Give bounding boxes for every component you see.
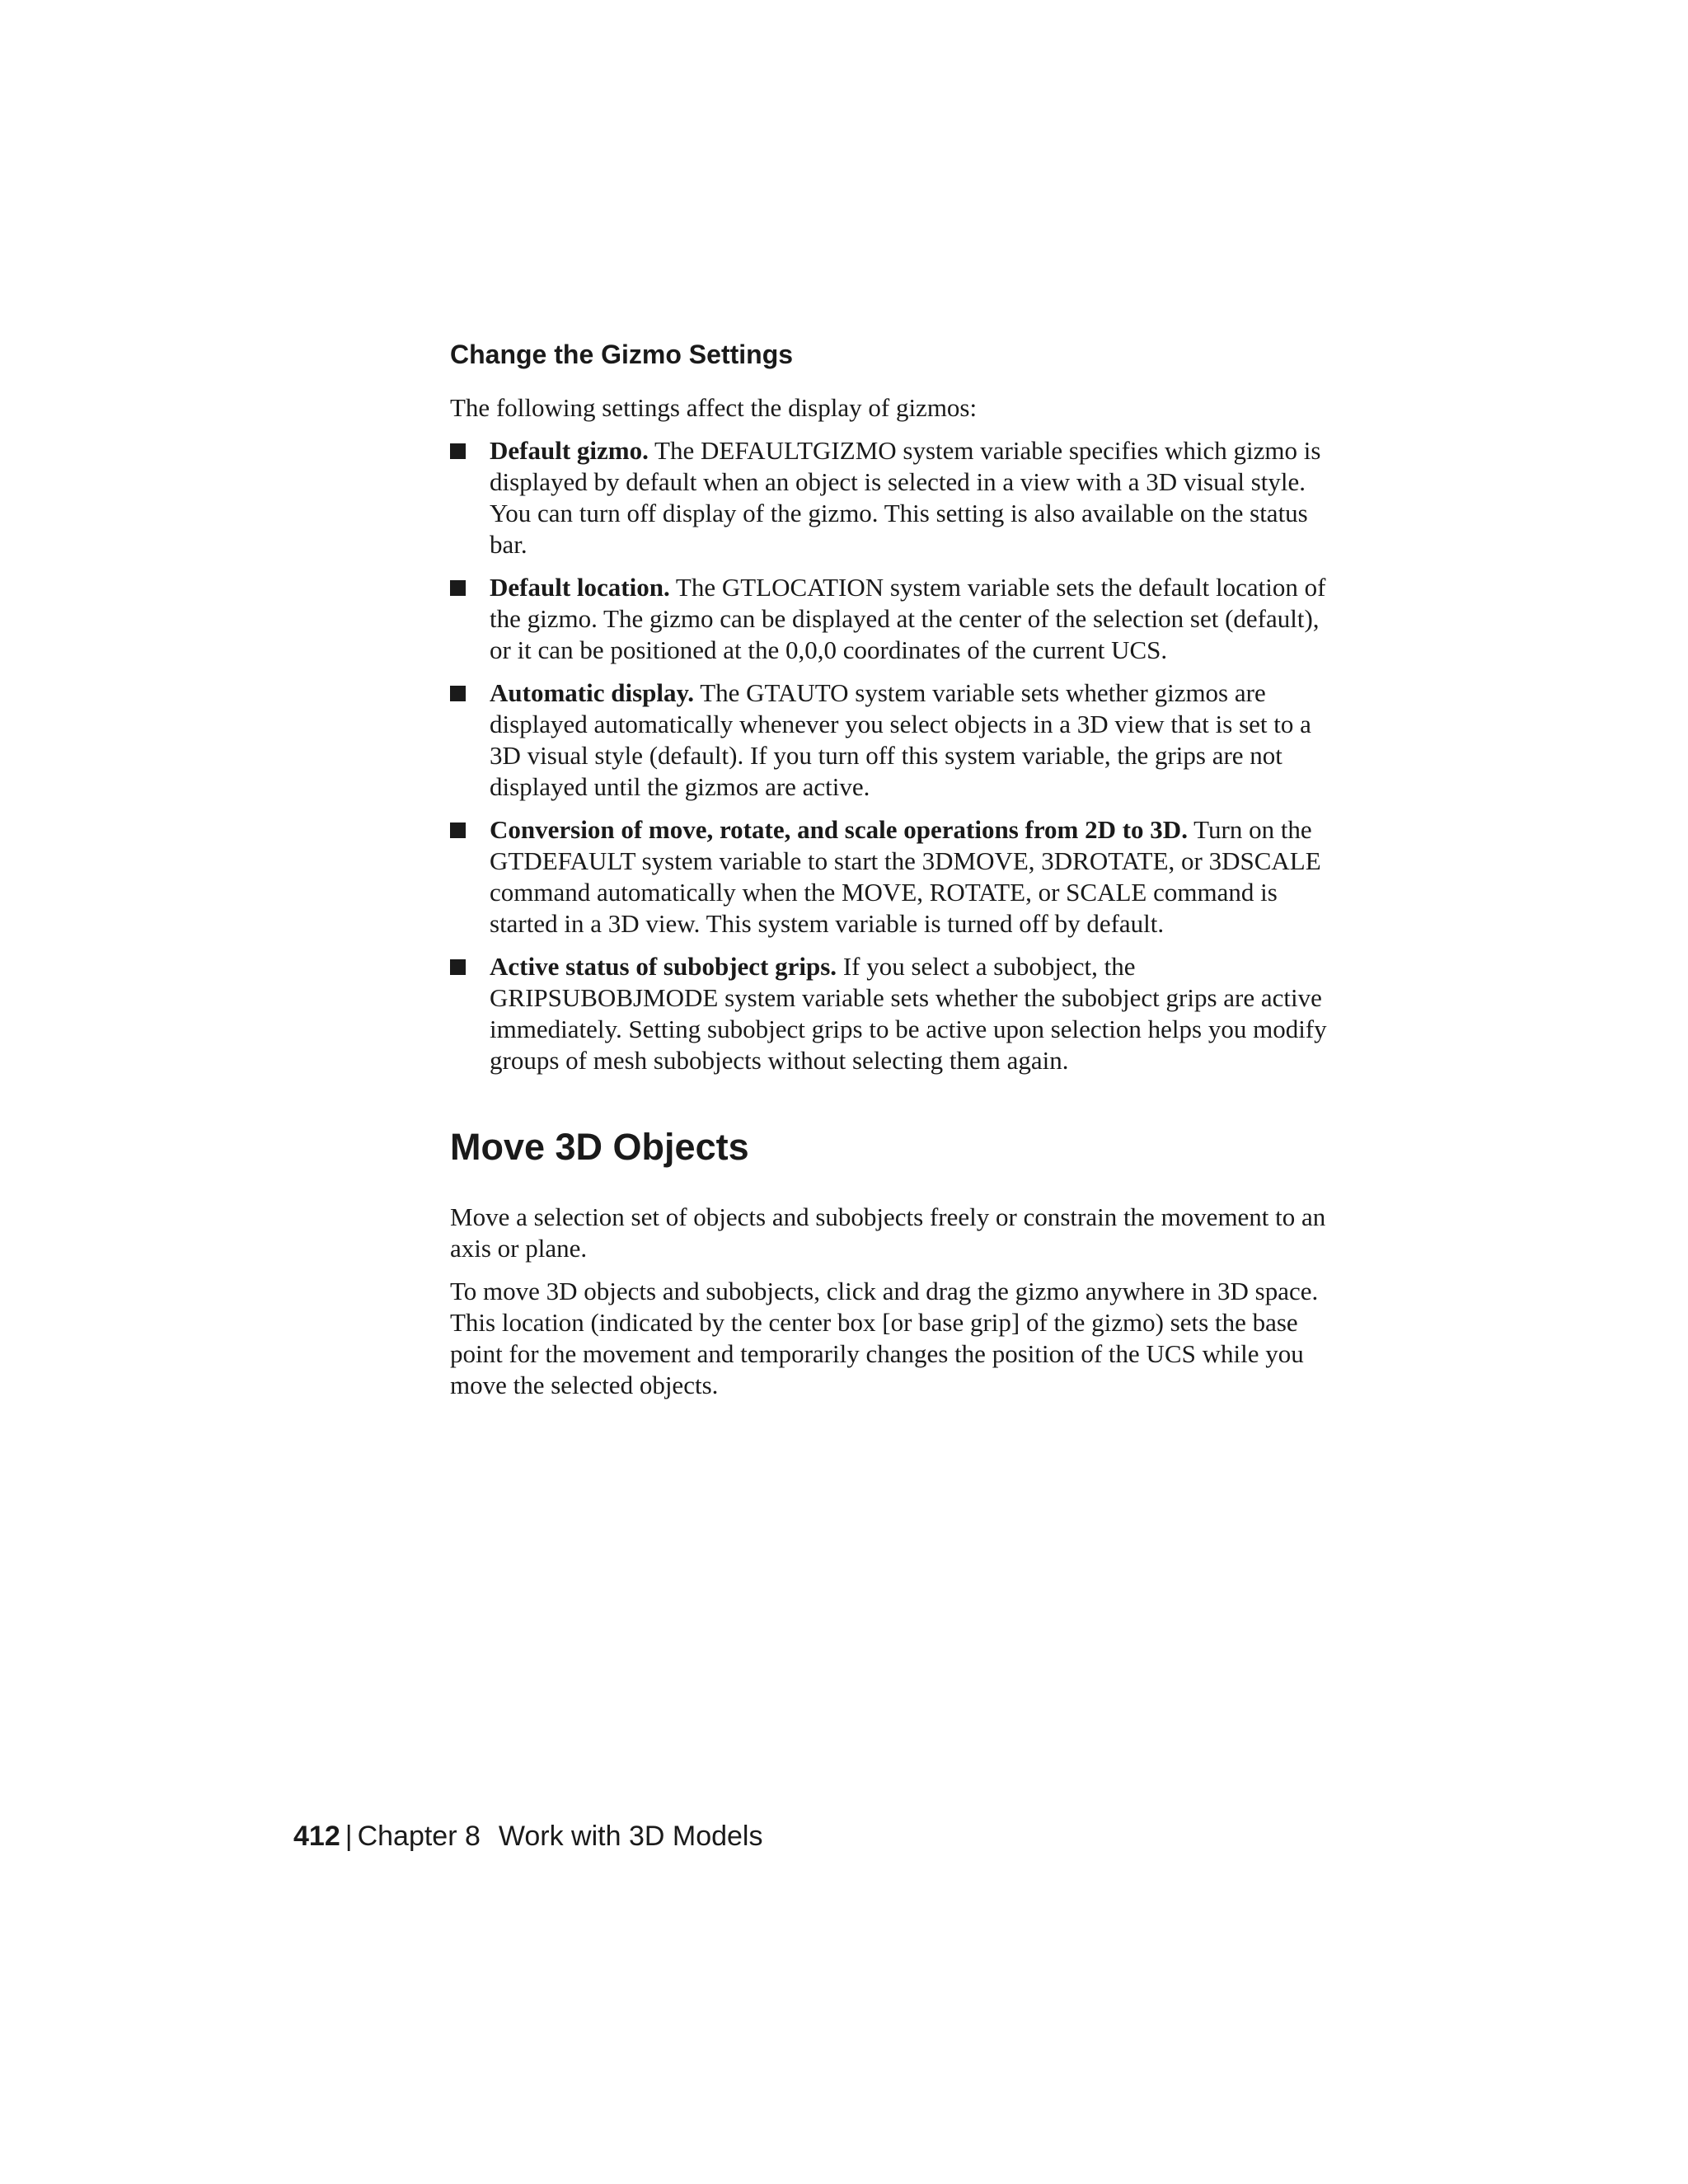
subsection-intro: The following settings affect the display of gizmos: [450, 393, 978, 422]
bullet-lead: Automatic display. [490, 678, 695, 707]
list-item [450, 572, 1332, 666]
bullet-lead: Conversion of move, rotate, and scale operations from 2D to 3D. [490, 815, 1188, 844]
bullet-lead: Active status of subobject grips. [490, 952, 837, 981]
bullet-lead: Default gizmo. [490, 436, 649, 465]
section-paragraph: To move 3D objects and subobjects, click and drag the gizmo anywhere in 3D space. This location (indicated by the center box [or base grip] of the gizmo) sets the base point for the movement and temporarily changes the position of the UCS while you move the selected objects. [450, 1277, 1319, 1399]
subsection-heading: Change the Gizmo Settings [450, 340, 794, 369]
page-number: 412 [293, 1821, 340, 1852]
list-item [450, 677, 1332, 803]
bullet-text: The GTAUTO system variable sets whether gizmos are displayed automatically whenever you select objects in a 3D view that is set to a 3D visual style (default). If you turn off this system variable, the grips are not displayed until the gizmos are active. [490, 678, 1311, 801]
bullet-text: Turn on the GTDEFAULT system variable to start the 3DMOVE, 3DROTATE, or 3DSCALE command automatically when the MOVE, ROTATE, or SCALE command is started in a 3D view. This system variable is turned off by default. [490, 815, 1321, 938]
square-bullet-icon [450, 686, 466, 701]
list-item [450, 435, 1332, 560]
page-content [450, 338, 1332, 1413]
footer-chapter-title: Work with 3D Models [498, 1821, 763, 1852]
bullet-text: The GTLOCATION system variable sets the default location of the gizmo. The gizmo can be displayed at the center of the selection set (default), or it can be positioned at the 0,0,0 coordinates of the current UCS. [490, 573, 1326, 664]
settings-list [450, 435, 1332, 1076]
footer-chapter: Chapter 8 [357, 1821, 481, 1852]
bullet-text: If you select a subobject, the GRIPSUBOBJMODE system variable sets whether the subobject grips are active immediately. Setting subobject grips to be active upon selection helps you modify groups of mesh subobjects without selecting them again. [490, 952, 1327, 1075]
square-bullet-icon [450, 443, 466, 459]
section-heading: Move 3D Objects [450, 1126, 749, 1168]
square-bullet-icon [450, 959, 466, 975]
footer-separator: | [345, 1821, 353, 1852]
bullet-lead: Default location. [490, 573, 670, 602]
bullet-text: The DEFAULTGIZMO system variable specifies which gizmo is displayed by default when an object is selected in a view with a 3D visual style. You can turn off display of the gizmo. This setting is also available on the status bar. [490, 436, 1321, 559]
list-item [450, 814, 1332, 940]
page-footer [293, 1818, 762, 1854]
list-item [450, 951, 1332, 1076]
section-paragraph: Move a selection set of objects and subobjects freely or constrain the movement to an axis or plane. [450, 1202, 1326, 1263]
square-bullet-icon [450, 823, 466, 838]
square-bullet-icon [450, 580, 466, 596]
